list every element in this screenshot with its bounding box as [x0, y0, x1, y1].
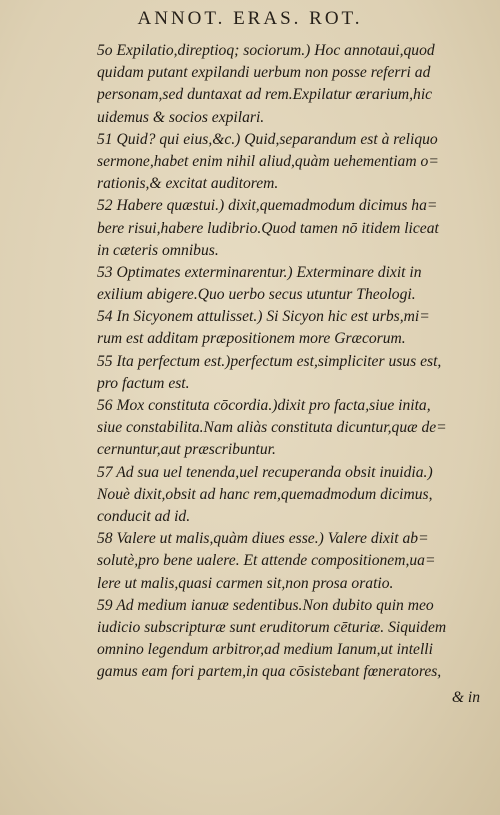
text-line: personam,sed duntaxat ad rem.Expilatur ærarium,hic	[97, 86, 433, 104]
text-line: rum est additam præpositionem more Græcorum.	[97, 330, 406, 348]
text-line: conducit ad id.	[97, 507, 191, 525]
text-line: 56 Mox constituta cōcordia.)dixit pro facta,siue inita,	[97, 397, 431, 414]
text-line: 57 Ad sua uel tenenda,uel recuperanda obsit inuidia.)	[97, 463, 433, 481]
text-line: rationis,& excitat auditorem.	[97, 175, 279, 193]
running-head: ANNOT. ERAS. ROT.	[137, 8, 363, 29]
catchword: & in	[451, 689, 480, 707]
text-line: in cæteris omnibus.	[97, 241, 219, 259]
text-line: cernuntur,aut præscribuntur.	[97, 441, 276, 459]
text-line: lere ut malis,quasi carmen sit,non prosa oratio.	[97, 574, 394, 592]
text-line: pro factum est.	[97, 374, 190, 392]
text-line: Nouè dixit,obsit ad hanc rem,quemadmodum dicimus,	[97, 485, 433, 503]
text-line: gamus eam fori partem,in qua cōsistebant fœneratores,	[97, 663, 442, 681]
text-line: bere risui,habere ludibrio.Quod tamen nō itidem liceat	[97, 219, 439, 237]
text-line: 5o Expilatio,direptioq; sociorum.) Hoc annotaui,quod	[97, 42, 435, 59]
text-line: 59 Ad medium ianuæ sedentibus.Non dubito quin meo	[97, 596, 434, 614]
text-line: 54 In Sicyonem attulisset.) Si Sicyon hic est urbs,mi=	[97, 308, 430, 326]
text-line: exilium abigere.Quo uerbo secus utuntur Theologi.	[97, 286, 416, 304]
text-line: 58 Valere ut malis,quàm diues esse.) Valere dixit ab=	[97, 530, 429, 548]
text-line: 55 Ita perfectum est.)perfectum est,simpliciter usus est,	[97, 352, 442, 370]
text-line: omnino legendum arbitror,ad medium Ianum,ut intelli	[97, 641, 433, 659]
text-line: 52 Habere quæstui.) dixit,quemadmodum dicimus ha=	[97, 197, 438, 215]
annotation-text	[97, 40, 480, 710]
text-line: 53 Optimates exterminarentur.) Exterminare dixit in	[97, 263, 422, 281]
text-line: sermone,habet enim nihil aliud,quàm uehementiam o=	[97, 152, 439, 170]
text-line: siue constabilita.Nam aliàs constituta dicuntur,quæ de=	[97, 419, 447, 437]
text-line: solutè,pro bene ualere. Et attende compositionem,ua=	[97, 552, 436, 570]
text-line: 51 Quid? qui eius,&c.) Quid,separandum est à reliquo	[97, 130, 438, 148]
text-line: uidemus & socios expilari.	[97, 108, 265, 126]
text-line: iudicio subscripturæ sunt eruditorum cēturiæ. Siquidem	[97, 618, 447, 636]
text-line: quidam putant expilandi uerbum non posse referri ad	[97, 64, 431, 82]
